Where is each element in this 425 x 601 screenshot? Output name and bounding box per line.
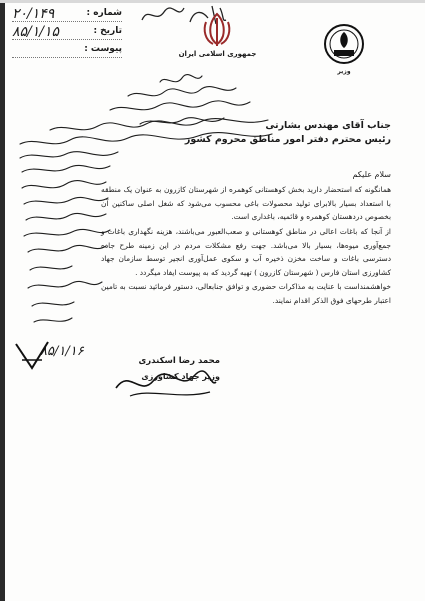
signature-block <box>120 356 220 381</box>
date-value: ۸۵/۱/۱۵ <box>12 24 60 40</box>
handwritten-check-mark <box>12 338 52 374</box>
paragraph-2: از آنجا که باغات اعالی در مناطق کوهستانی و صعب‌العبور می‌باشند، هزینه نگهداری باغات و جمع‌آوری میوه‌ها، بسیار بالا می‌باشد. جهت رفع مشکلات مردم در این زمینه طرح جاده دسترسی باغات و ساخت مخزن ذخیره آب و سکوی عمل‌آوری انجیر توسط سازمان جهاد کشاورزی استان فارس ( شهرستان کازرون ) تهیه گردید که به پیوست ایفاد میگردد . <box>101 227 391 277</box>
reference-block <box>12 6 122 60</box>
paragraph-1: همانگونه که استحضار دارید بخش کوهستانی کوهمره از شهرستان کازرون به عنوان یک منطقه با استعداد بسیار بالابرای تولید محصولات باغی محسوب می‌شود که شغل اصلی ساکنین آن بخصوص دردهستان کوهمره و قائمیه، باغداری است. <box>101 185 391 221</box>
attachment-row <box>12 42 122 60</box>
greeting: سلام علیکم <box>352 170 391 179</box>
date-label: تاریخ : <box>93 26 122 36</box>
number-value: ۲۰/۱۴۹ <box>12 6 55 22</box>
signer-title: وزیر جهاد کشاورزی <box>141 372 220 381</box>
paragraph-3: خواهشمنداست با عنایت به مذاکرات حضوری و توافق جنابعالی، دستور فرمائید نسبت به تامین اعتبار طرحهای فوق الذکر اقدام نمایند. <box>101 282 391 305</box>
addressee-block <box>91 120 391 145</box>
date-row <box>12 24 122 42</box>
handwritten-margin-date: ۸۵/۱/۱۶ <box>40 344 84 359</box>
national-emblem-icon <box>197 10 237 50</box>
number-row <box>12 6 122 24</box>
scan-edge <box>0 0 5 601</box>
ministry-logo-icon <box>322 22 366 66</box>
addressee-line-2: رئیس محترم دفتر امور مناطق محروم کشور <box>184 134 391 145</box>
number-label: شماره : <box>86 8 122 18</box>
logo-caption: وزیر <box>337 68 351 75</box>
attachment-label: پیوست : <box>84 44 122 54</box>
organization-name: جمهوری اسلامی ایران <box>178 50 257 58</box>
addressee-line-1: جناب آقای مهندس بشارتی <box>265 120 391 131</box>
signer-name: محمد رضا اسکندری <box>138 356 220 366</box>
